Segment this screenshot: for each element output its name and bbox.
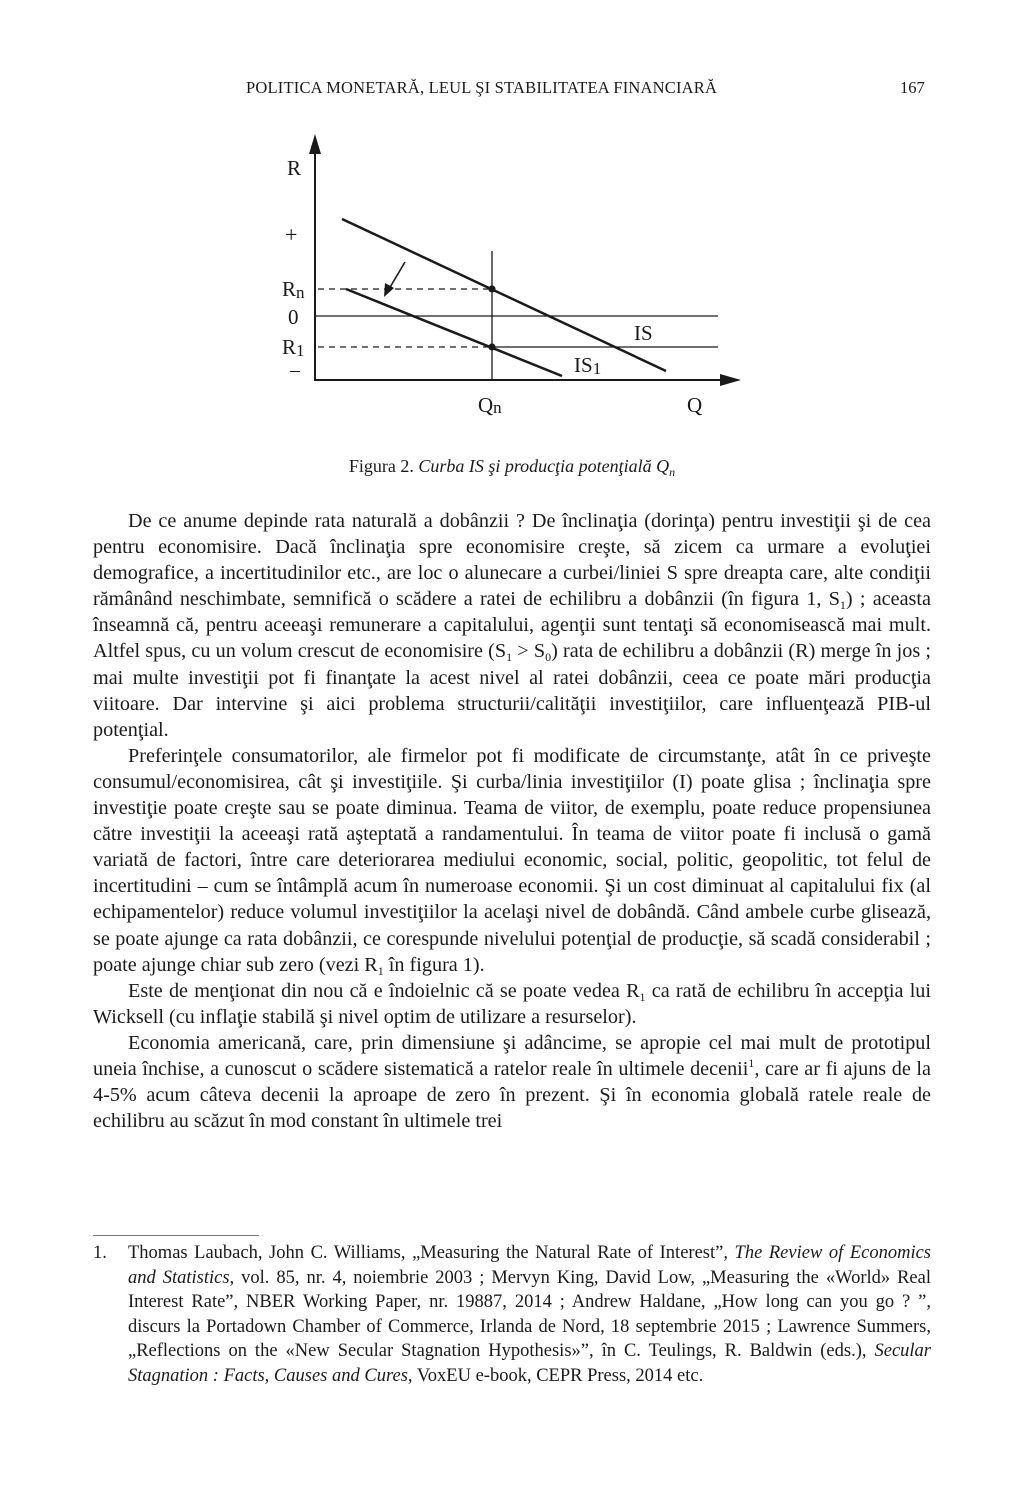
shift-arrowhead-icon [384,283,394,297]
paragraph-4: Economia americană, care, prin dimensiune şi adâncime, se apropie cel mai mult de prototipul uneia închise, a cunoscut o scădere sistematică a ratelor reale în ultimele decenii$^1$, care ar fi ajuns de la 4-5% acum câteva decenii la aproape de zero în prezent. Şi în economia globală ratele reale de echilibru au scăzut în mod constant în ultimele trei [93,1031,932,1133]
plus-label: + [285,222,298,247]
caption-text: Curba IS şi producţia potenţială $Q_n$ [418,456,676,479]
figure-caption [0,456,1024,477]
running-title: POLITICA MONETARĂ, LEUL ŞI STABILITATEA FINANCIARĂ [246,78,718,97]
is-curve-figure [0,0,1024,450]
paragraph-3: Este de menţionat din nou că e îndoielnic că se poate vedea $R_1$ ca rată de echilibru în accepţia lui Wicksell (cu inflaţie stabilă şi nivel optim de utilizare a resurselor). [93,979,932,1028]
footnote-1 [93,1241,931,1388]
y-axis-arrow-icon [309,134,321,154]
rn-label: Rn [282,277,305,302]
footnote-number: 1. [93,1243,107,1263]
is-label: IS [634,321,653,345]
shift-arrow-icon [389,262,405,289]
rn-point [488,285,495,292]
x-axis-arrow-icon [720,374,741,386]
y-axis-label: R [287,156,302,180]
footnote-divider [93,1235,259,1236]
page-number: 167 [900,78,925,97]
r1-label: R1 [282,335,305,360]
is1-line [346,289,562,376]
x-axis-label: Q [687,393,703,417]
is1-label: IS1 [574,353,602,378]
body-text [93,508,931,1134]
footnote-ref-1[interactable]: 1 [748,1055,755,1070]
paragraph-2: Preferinţele consumatorilor, ale firmelor pot fi modificate de circumstanţe, atât în ce priveşte consumul/economisirea, cât şi investiţiile. Şi curba/linia investiţiilor (I) poate glisa ; înclinaţia spre investiţie poate creşte sau se poate diminua. Teama de viitor, de exemplu, poate reduce propensiunea către investiţii la aceeaşi rată aşteptată a randamentului. În teama de viitor poate fi inclusă o gamă variată de factori, între care deteriorarea mediului economic, social, politic, geopolitic, tot felul de incertitudini – cum se întâmplă acum în numeroase economii. Şi un cost diminuat al capitalului fix (al echipamentelor) reduce volumul investiţiilor la acelaşi nivel de dobândă. Când ambele curbe glisează, se poate ajunge ca rata dobânzii, ce corespunde nivelului potenţial de producţie, să scadă considerabil ; poate ajunge chiar sub zero (vezi $R_1$ în figura 1). [93,744,931,978]
r1-point [488,343,495,350]
qn-label: Qn [478,393,502,417]
zero-label: 0 [288,305,299,329]
caption-label: Figura 2. [348,456,414,476]
paragraph-1: De ce anume depinde rata naturală a dobânzii ? De înclinaţia (dorinţa) pentru investiţii şi de cea pentru economisire. Dacă înclinaţia spre economisire creşte, să zicem ca urmare a evoluţiei demografice, a incertitudinilor etc., are loc o alunecare a curbei/liniei S spre dreapta care, alte condiţii rămânând neschimbate, semnifică o scădere a ratei de echilibru a dobânzii (în figura 1, $S_1$) ; aceasta înseamnă că, pentru aceeaşi remunerare a capitalului, agenţii sunt tentaţi să economisească mai mult. Altfel spus, cu un volum crescut de economisire $(S_1 > S_0)$ rata de echilibru a dobânzii (R) merge în jos ; mai multe investiţii pot fi finanţate la acest nivel al ratei dobânzii, ceea ce poate mări producţia viitoare. Dar intervine şi aici problema structurii/calităţii investiţiilor, care influenţează PIB-ul potenţial. [93,510,931,741]
minus-label: – [290,359,300,381]
is-line [342,219,666,371]
footnote-body: Thomas Laubach, John C. Williams, „Measuring the Natural Rate of Interest”, The Review of Economics and Statistics, vol. 85, nr. 4, noiembrie 2003 ; Mervyn King, David Low, „Measuring the «World» Real Interest Rate”, NBER Working Paper, nr. 19887, 2014 ; Andrew Haldane, „How long can you go ? ”, discurs la Portadown Chamber of Commerce, Irlanda de Nord, 18 septembrie 2015 ; Lawrence Summers, „Reflections on the «New Secular Stagnation Hypothesis»”, în C. Teulings, R. Baldwin (eds.), Secular Stagnation : Facts, Causes and Cures, VoxEU e-book, CEPR Press, 2014 etc. [128,1243,931,1386]
